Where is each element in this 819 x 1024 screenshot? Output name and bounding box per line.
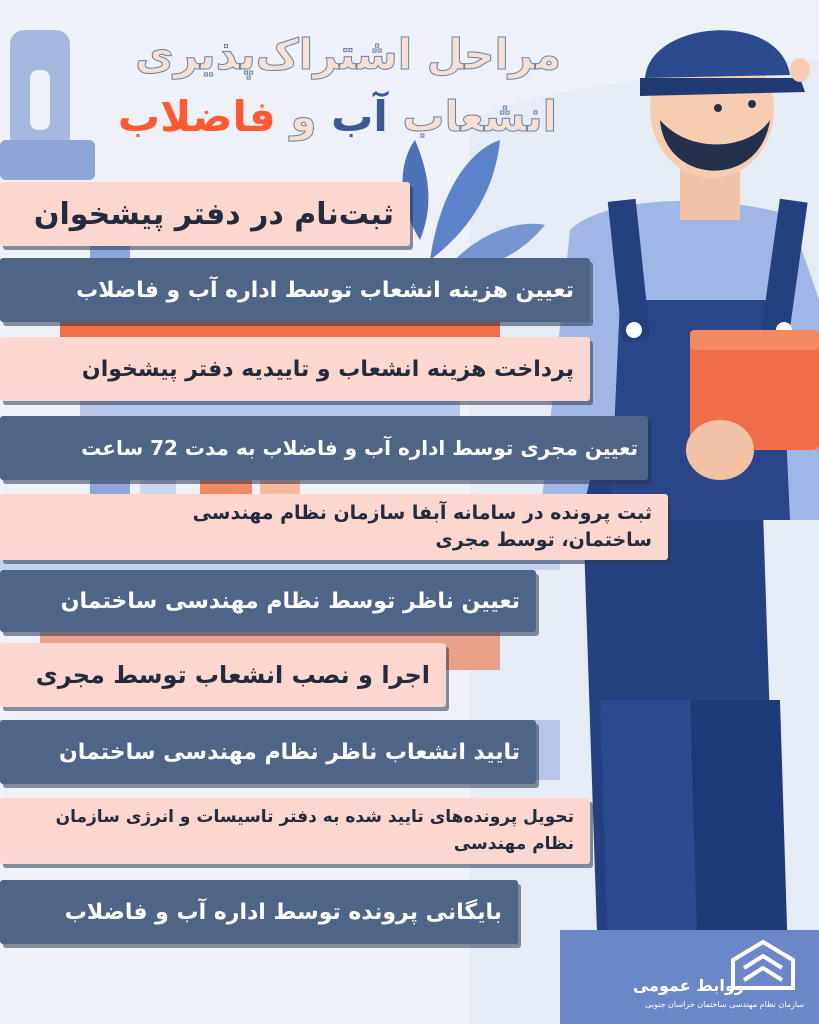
logo-title: روابط عمومی [632, 976, 744, 995]
step-8-supervisor-approval: تایید انشعاب ناظر نظام مهندسی ساختمان [0, 720, 536, 784]
step-1-registration: ثبت‌نام در دفتر پیشخوان [0, 182, 410, 246]
step-4-contractor-assignment: تعیین مجری توسط اداره آب و فاضلاب به مدت 72 ساعت [0, 416, 648, 480]
page-title-line2 [118, 92, 557, 141]
title-word-va: و [290, 92, 317, 141]
logo-subtitle: سازمان نظام مهندسی ساختمان خراسان جنوبی [645, 1000, 804, 1009]
title-word-enshab: انشعاب [402, 92, 557, 141]
step-2-cost-determination: تعیین هزینه انشعاب توسط اداره آب و فاضلاب [0, 258, 590, 322]
step-5-file-registration: ثبت پرونده در سامانه آبفا سازمان نظام مهندسی ساختمان، توسط مجری [0, 494, 668, 560]
title-word-fazelab: فاضلاب [117, 92, 276, 141]
step-6-supervisor-assignment: تعیین ناظر توسط نظام مهندسی ساختمان [0, 570, 536, 632]
page-title-line1: مراحل اشتراک‌پذیری [135, 30, 561, 79]
step-3-payment: پرداخت هزینه انشعاب و تاییدیه دفتر پیشخوان [0, 337, 590, 401]
step-9-file-delivery: تحویل پرونده‌های تایید شده به دفتر تاسیسات و انرژی سازمان نظام مهندسی [0, 798, 590, 864]
step-7-installation: اجرا و نصب انشعاب توسط مجری [0, 643, 446, 707]
public-relations-logo [628, 938, 808, 1018]
title-word-ab: آب [331, 92, 388, 141]
step-10-archiving: بایگانی پرونده توسط اداره آب و فاضلاب [0, 880, 518, 944]
